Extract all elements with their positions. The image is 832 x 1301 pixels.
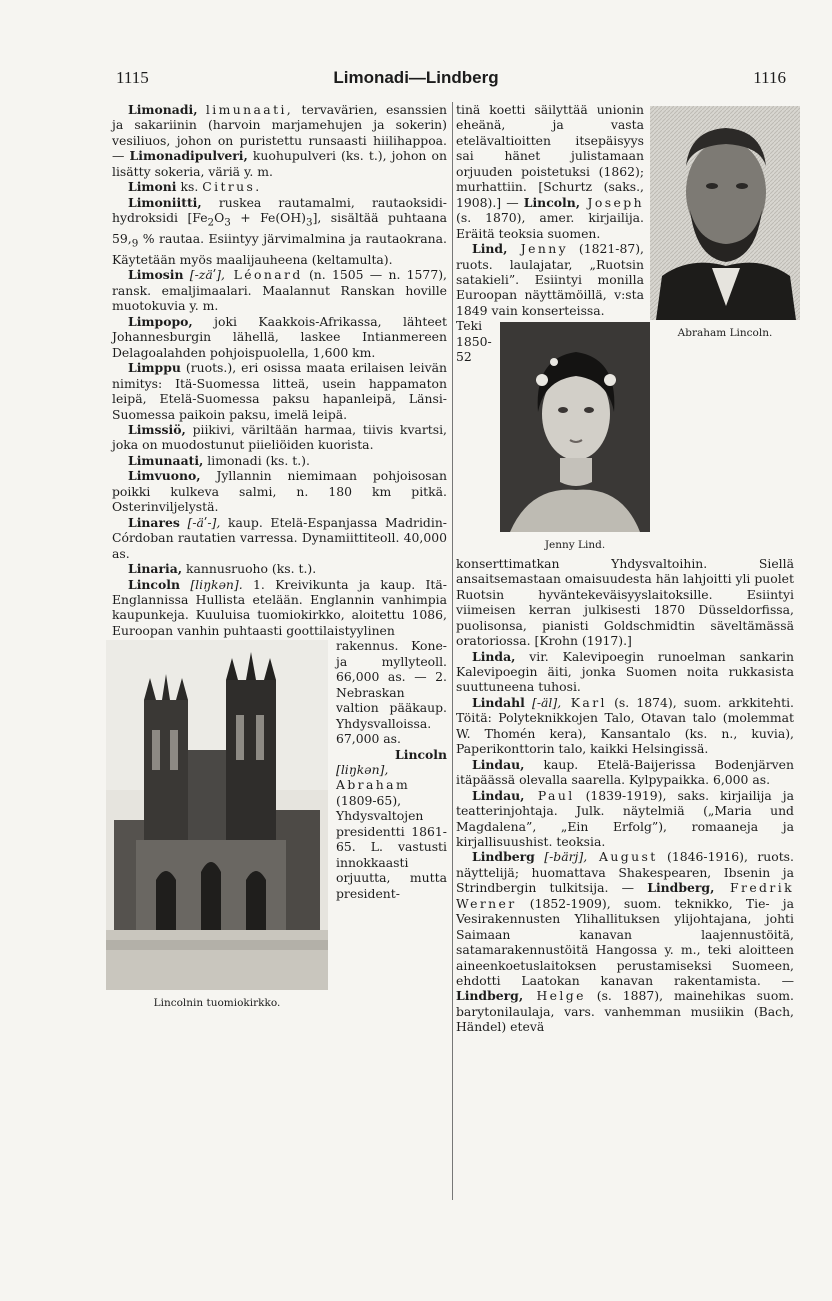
lincoln-portrait [650,106,800,320]
entry-linaria: Linaria, kannusruoho (ks. t.). [128,561,317,577]
entry-limvuono: Limvuono, Jyllannin niemimaan pohjoisosan poikki kulkeva salmi, n. 180 km pitkä. Osterinviljelystä. [112,468,447,515]
entry-lindberg: Lindberg [-bärj], August (1846-1916), ruots. näyttelijä; huomattava Shakespearen, Ibsenin ja Strindbergin tulkitsija. — Lindberg, Fredrik Werner (1852-1909), suom. teknikko, Tie- ja Vesirakennusten Ylihallituksen ylijohtajana, johti Saimaan kanavan laajennustöitä, satamarakennustöitä Hangossa y. m., teki aloitteen aineenkoetuslaitoksen perustamiseksi Suomeen, ehdotti Laatokan kanavan rakentamista. — Lindberg, Helge (s. 1887), mainehikas suom. barytonilaulaja, vars. vanhemman musiikin (Bach, Händel) etevä [456,849,794,1035]
entry-limpopo: Limpopo, joki Kaakkois-Afrikassa, lähteet Johannesburgin lähellä, laskee Intianmereen Delagoalahden pohjoispuolella, 1,600 km. [112,313,447,360]
entry-lincoln-abraham-cont: tinä koetti säilyttää unionin eheänä, ja vasta etelävaltioitten itsepäisyys sai hänet julistamaan orjuuden poistetuksi (1862); murhattiin. [Schurtz (saks., 1908).] — Lincoln, Joseph (s. 1870), amer. kirjailija. Eräitä teoksia suomen. [456,102,644,241]
cathedral-figure [106,640,328,1011]
left-column [112,102,447,1012]
lincoln-caption: Abraham Lincoln. [677,327,773,339]
cathedral-caption: Lincolnin tuomiokirkko. [153,997,281,1010]
page-number-left: 1115 [116,68,149,87]
entry-linares: Linares [-äʹ-], kaup. Etelä-Espanjassa Madridin-Córdoban rautatien varressa. Dynamiittiteoll. 40,000 as. [112,514,447,561]
entry-lindau: Lindau, kaup. Etelä-Baijerissa Bodenjärven itäpäässä olevalla saarella. Kylpypaikka. 6,000 as. [456,756,794,788]
running-title: Limonadi—Lindberg [333,68,499,87]
lincoln-figure [650,106,800,341]
entry-lincoln-abraham: Lincoln [liŋkən], Abraham (1809-65), Yhdysvaltojen presidentti 1861-65. L. vastusti innokkaasti orjuutta, mutta president- [336,746,447,901]
entry-limosin: Limosin [-zäʹ], Léonard (n. 1505 — n. 1577), ransk. emaljimaalari. Maalannut Ranskan hoville muotokuvia y. m. [112,267,447,314]
lind-figure [500,322,650,553]
right-column [456,102,794,1035]
entry-lincoln-city-cont: rakennus. Kone- ja myllyteoll. 66,000 as. — 2. Nebraskan valtion pääkaup. Yhdysvalloissa. 67,000 as. [336,638,447,747]
lind-portrait [500,322,650,532]
cathedral-image [106,640,328,990]
entry-lindahl: Lindahl [-äl], Karl (s. 1874), suom. arkkitehti. Töitä: Polyteknikkojen Talo, Otavan talo (molemmat W. Thomén kera), Kansantalo (ks. n., kuvia), Paperikonttorin talo, kaikki Helsingissä. [456,694,794,757]
entry-limonadi: Limonadi, limunaati, tervavärien, esanssien ja sakariinin (harvoin marjamehujen ja sokerin) vesiliuos, johon on puristettu runsaasti hiilihappoa. — Limonadipulveri, kuohupulveri (ks. t.), johon on lisätty sokeria, väriä y. m. [112,102,447,179]
entry-lind: Lind, Jenny (1821-87), ruots. laulajatar, „Ruotsin satakieli”. Esiintyi monilla Euroopan näyttämöillä, v:sta 1849 vain konserteissa. [456,241,644,318]
entry-lind-cont: Teki 1850-52 konserttimatkan Yhdysvaltoihin. Siellä ansaitsemastaan omaisuudesta hän lahjoitti yli puolet Ruotsin hyväntekeväisyyslaitoksille. Esiintyi viimeisen kerran julkisesti 1870 Düsseldorfissa, puolisonsa, pianisti Goldschmidtin säveltämässä oratoriossa. [Krohn (1917).] [456,318,794,649]
entry-lindau-paul: Lindau, Paul (1839-1919), saks. kirjailija ja teatterinjohtaja. Julk. näytelmiä („Maria und Magdalena”, „Ein Erfolg”), romaaneja ja kirjallisuushist. teoksia. [456,787,794,849]
entry-limppu: Limppu (ruots.), eri osissa maata erilaisen leivän nimitys: Itä-Suomessa litteä, usein happamaton leipä, Etelä-Suomessa paksu hapanleipä, Länsi-Suomessa paikoin paksu, imelä leipä. [112,360,447,422]
entry-limoni: Limoni ks. Citrus. [128,179,262,195]
page-number-right: 1116 [753,68,786,87]
entry-limssio: Limssiö, piikivi, väriltään harmaa, tiivis kvartsi, joka on muodostunut piieliöiden kuorista. [112,422,447,453]
entry-linda: Linda, vir. Kalevipoegin runoelman sankarin Kalevipoegin äiti, jonka Suomen noita rukkasista suuttuneena tuhosi. [456,648,794,695]
lind-caption: Jenny Lind. [544,539,606,552]
entry-limoniitti: Limoniitti, ruskea rautamalmi, rautaoksidi-hydroksidi $[Fe_2O_3 + Fe(OH)_3]$, sisältää puhtaana $59,_9$ % rautaa. Esiintyy järvimalmina ja rautaokrana. Käytetään myös maalijauheena (keltamulta). [112,194,447,268]
column-divider [452,102,453,1200]
entry-limunaati: Limunaati, limonadi (ks. t.). [128,452,310,468]
entry-lincoln-city: Lincoln [liŋkən]. 1. Kreivikunta ja kaup. Itä-Englannissa Hullista etelään. Englannin vanhimpia kaupunkeja. Kuuluisa tuomiokirkko, aloitettu 1086, Euroopan vanhin puhtaasti goottilaistyylinen [112,576,447,638]
